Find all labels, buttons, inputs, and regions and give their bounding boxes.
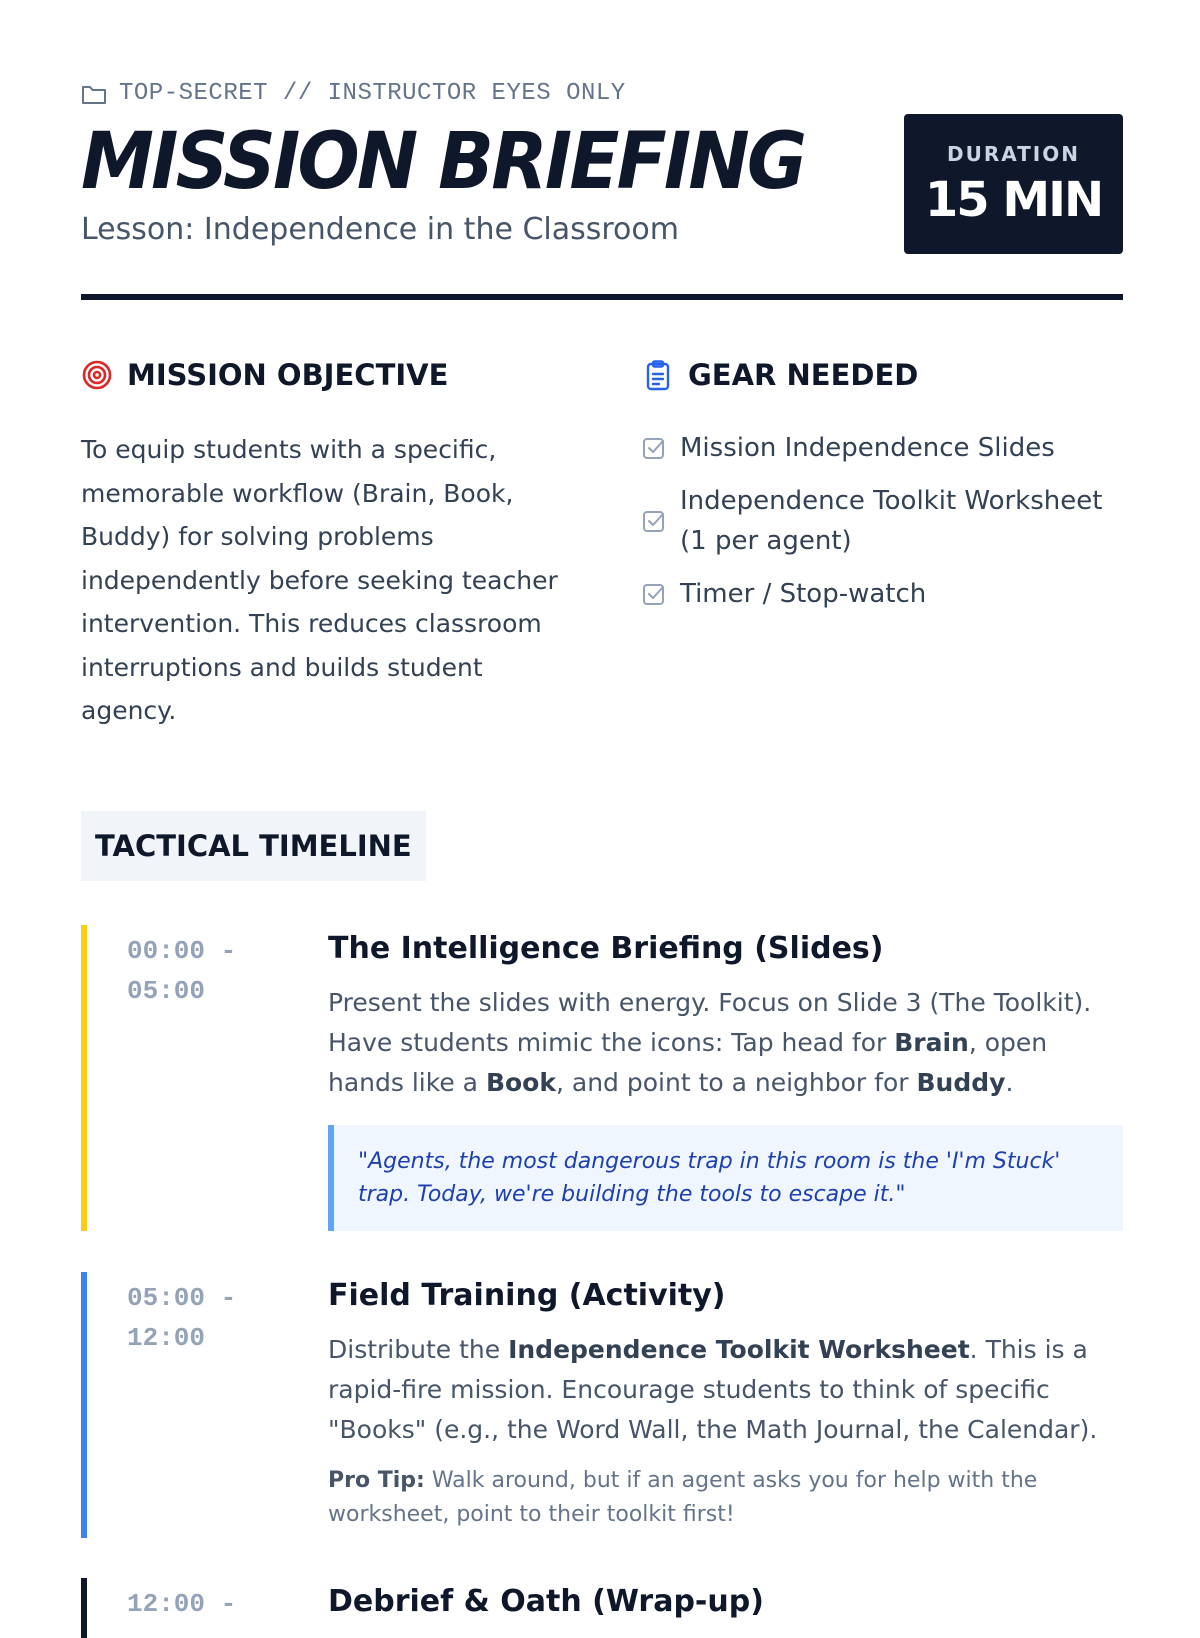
header-divider [81,294,1123,300]
step-accent-bar [81,1272,87,1538]
step-time: 05:00 - 12:00 [127,1283,237,1353]
classification-banner [81,80,626,107]
step-body [328,925,1123,1231]
gear-item [642,574,1132,614]
duration-badge [904,114,1123,254]
clipboard-icon [642,359,674,391]
duration-value: 15 MIN [924,172,1103,228]
gear-item-label: Timer / Stop-watch [680,579,927,609]
objective-heading-label: MISSION OBJECTIVE [127,358,449,392]
gear-item-label: Independence Toolkit Worksheet (1 per agent) [680,486,1103,556]
pro-tip: Pro Tip: Walk around, but if an agent asks you for help with the worksheet, point to their toolkit first! [328,1468,1038,1527]
keyword-book: Book [485,1068,556,1097]
step-description: Distribute the Independence Toolkit Worksheet. This is a rapid-fire mission. Encourage students to think of specific "Books" (e.g., the Word Wall, the Math Journal, the Calendar). [328,1335,1098,1444]
step-time: 12:00 - [127,1589,237,1619]
classification-text: TOP-SECRET // INSTRUCTOR EYES ONLY [119,80,626,107]
step-title: Debrief & Oath (Wrap-up) [328,1584,764,1619]
keyword-buddy: Buddy [916,1068,1006,1097]
page-title: MISSION BRIEFING [81,117,805,207]
gear-item-label: Mission Independence Slides [680,433,1055,463]
folder-icon [81,82,107,106]
gear-item [642,481,1132,561]
timeline-heading: TACTICAL TIMELINE [81,811,426,881]
step-accent-bar [81,1578,87,1638]
step-title: Field Training (Activity) [328,1278,726,1313]
step-title: The Intelligence Briefing (Slides) [328,931,884,966]
gear-heading [642,358,918,392]
gear-list [642,428,1132,627]
step-description: Present the slides with energy. Focus on Slide 3 (The Toolkit). Have students mimic the icons: Tap head for Brain, open hands like a Book, and point to a neighbor for Buddy. [328,988,1092,1097]
timeline-step [81,925,1123,1231]
keyword-brain: Brain [894,1028,969,1057]
script-quote: "Agents, the most dangerous trap in this room is the 'I'm Stuck' trap. Today, we're building the tools to escape it." [328,1125,1123,1231]
timeline-step [81,1272,1123,1538]
duration-label: DURATION [947,142,1080,166]
lesson-subtitle: Lesson: Independence in the Classroom [81,212,679,247]
checkbox-checked-icon [642,509,666,533]
objective-heading [81,358,448,392]
objective-text: To equip students with a specific, memorable workflow (Brain, Book, Buddy) for solving problems independently before seeking teacher intervention. This reduces classroom interruptions and builds student agency. [81,435,558,725]
gear-item [642,428,1132,468]
step-time: 00:00 - 05:00 [127,936,237,1006]
target-icon [81,359,113,391]
pro-tip-label: Pro Tip: [328,1468,425,1493]
step-accent-bar [81,925,87,1231]
keyword-worksheet: Independence Toolkit Worksheet [508,1335,970,1364]
step-body [328,1578,1123,1626]
checkbox-checked-icon [642,582,666,606]
step-body [328,1272,1123,1532]
checkbox-checked-icon [642,436,666,460]
timeline-step [81,1578,1123,1638]
gear-heading-label: GEAR NEEDED [688,358,919,392]
